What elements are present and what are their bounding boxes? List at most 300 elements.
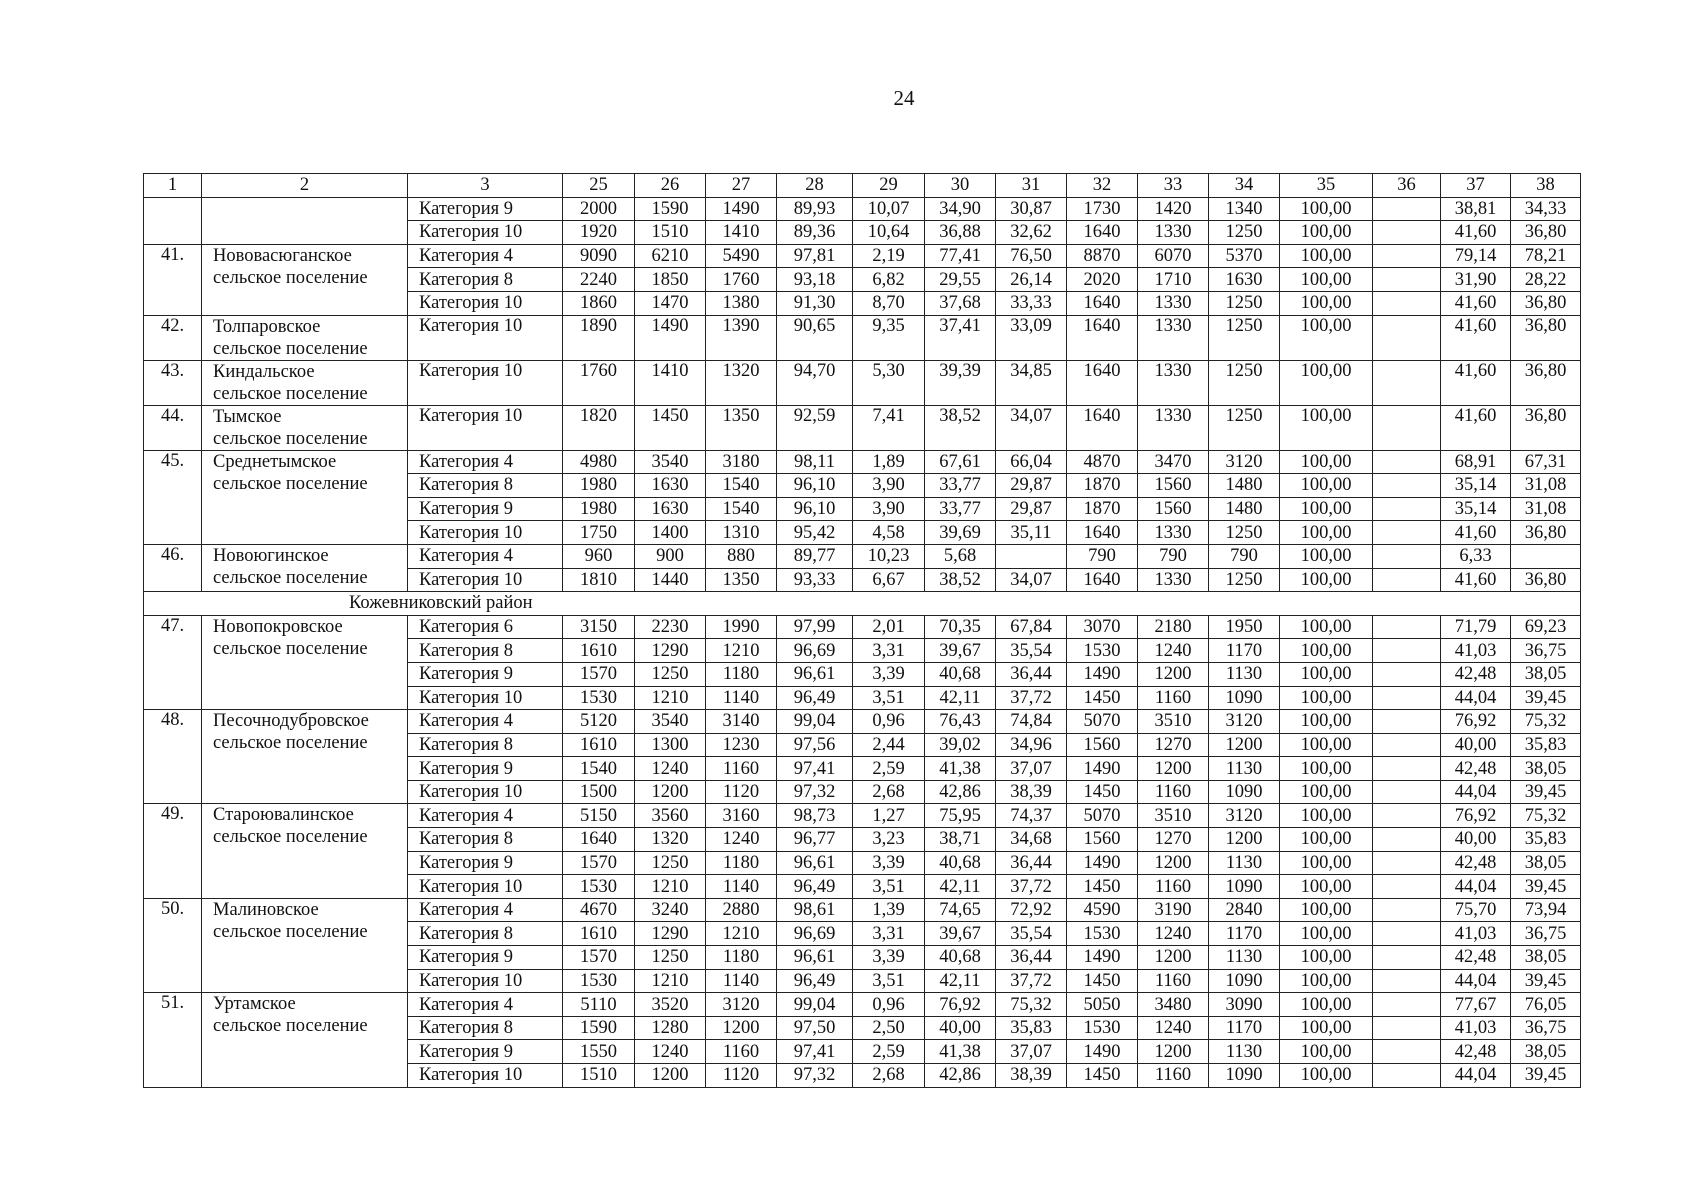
settlement-name-line: Нововасюганское: [213, 245, 352, 266]
value-cell: 1130: [1209, 946, 1280, 970]
value-cell: 100,00: [1280, 851, 1373, 875]
category-cell: Категория 8: [408, 733, 563, 757]
value-cell: 41,60: [1441, 521, 1511, 545]
value-cell: 1160: [1138, 875, 1209, 899]
settlement-name: [202, 898, 408, 992]
value-cell: 1180: [706, 851, 777, 875]
value-cell: [1373, 639, 1441, 663]
value-cell: 1500: [563, 780, 635, 804]
value-cell: 1130: [1209, 757, 1280, 781]
value-cell: 34,96: [996, 733, 1067, 757]
settlement-name-line: Малиновское: [213, 899, 319, 920]
value-cell: [1373, 710, 1441, 734]
value-cell: 89,77: [777, 544, 853, 568]
value-cell: 1130: [1209, 851, 1280, 875]
category-cell: Категория 10: [408, 568, 563, 592]
value-cell: 100,00: [1280, 733, 1373, 757]
value-cell: 5,68: [925, 544, 996, 568]
value-cell: 1450: [1067, 780, 1138, 804]
value-cell: 40,00: [1441, 733, 1511, 757]
table-row: [144, 710, 1581, 734]
settlement-name: [202, 360, 408, 405]
value-cell: 100,00: [1280, 544, 1373, 568]
value-cell: 2,44: [853, 733, 925, 757]
value-cell: 1200: [1209, 733, 1280, 757]
value-cell: 1090: [1209, 875, 1280, 899]
value-cell: 1130: [1209, 662, 1280, 686]
value-cell: [1373, 474, 1441, 498]
value-cell: 36,44: [996, 946, 1067, 970]
table-row: [144, 544, 1581, 568]
value-cell: 42,11: [925, 686, 996, 710]
value-cell: 1530: [563, 969, 635, 993]
value-cell: 1200: [635, 1064, 706, 1088]
value-cell: 1530: [1067, 1016, 1138, 1040]
column-header: 29: [853, 174, 925, 198]
value-cell: 3120: [1209, 710, 1280, 734]
value-cell: 1320: [706, 360, 777, 405]
value-cell: 1,27: [853, 804, 925, 828]
value-cell: 74,37: [996, 804, 1067, 828]
value-cell: 8,70: [853, 291, 925, 315]
value-cell: 3510: [1138, 710, 1209, 734]
value-cell: 41,60: [1441, 360, 1511, 405]
value-cell: 1200: [635, 780, 706, 804]
row-number: 45.: [144, 450, 202, 544]
value-cell: 3,23: [853, 828, 925, 852]
value-cell: 75,32: [996, 993, 1067, 1017]
value-cell: 5120: [563, 710, 635, 734]
settlement-name: [202, 315, 408, 360]
value-cell: 33,33: [996, 291, 1067, 315]
value-cell: 36,80: [1511, 291, 1581, 315]
value-cell: 75,95: [925, 804, 996, 828]
value-cell: 42,48: [1441, 757, 1511, 781]
settlement-name-line: сельское поселение: [213, 827, 368, 848]
value-cell: 1180: [706, 946, 777, 970]
value-cell: [1373, 969, 1441, 993]
value-cell: 1980: [563, 474, 635, 498]
value-cell: [1373, 544, 1441, 568]
value-cell: 1350: [706, 405, 777, 450]
settlement-name: [202, 544, 408, 591]
value-cell: 100,00: [1280, 898, 1373, 922]
value-cell: 100,00: [1280, 993, 1373, 1017]
value-cell: 1870: [1067, 474, 1138, 498]
value-cell: 4870: [1067, 450, 1138, 474]
value-cell: 3180: [706, 450, 777, 474]
value-cell: 95,42: [777, 521, 853, 545]
settlement-name: [202, 804, 408, 898]
value-cell: 3240: [635, 898, 706, 922]
value-cell: 1160: [1138, 686, 1209, 710]
value-cell: 1540: [706, 474, 777, 498]
value-cell: [1511, 544, 1581, 568]
value-cell: 100,00: [1280, 922, 1373, 946]
value-cell: 37,72: [996, 686, 1067, 710]
value-cell: 2020: [1067, 268, 1138, 292]
value-cell: 2,68: [853, 1064, 925, 1088]
value-cell: 0,96: [853, 710, 925, 734]
column-header: 28: [777, 174, 853, 198]
value-cell: 100,00: [1280, 639, 1373, 663]
value-cell: 100,00: [1280, 568, 1373, 592]
value-cell: 1630: [635, 497, 706, 521]
value-cell: 39,45: [1511, 875, 1581, 899]
value-cell: 100,00: [1280, 662, 1373, 686]
value-cell: 3090: [1209, 993, 1280, 1017]
value-cell: 1250: [635, 851, 706, 875]
value-cell: 3,51: [853, 969, 925, 993]
value-cell: 1390: [706, 315, 777, 360]
row-number: 44.: [144, 405, 202, 450]
value-cell: 2,50: [853, 1016, 925, 1040]
value-cell: 42,48: [1441, 1040, 1511, 1064]
value-cell: 2180: [1138, 615, 1209, 639]
value-cell: 1240: [1138, 639, 1209, 663]
value-cell: 78,21: [1511, 244, 1581, 268]
value-cell: 100,00: [1280, 360, 1373, 405]
value-cell: 1490: [1067, 662, 1138, 686]
value-cell: 1540: [706, 497, 777, 521]
value-cell: 790: [1067, 544, 1138, 568]
value-cell: 44,04: [1441, 875, 1511, 899]
column-header: 27: [706, 174, 777, 198]
category-cell: Категория 10: [408, 360, 563, 405]
value-cell: 38,05: [1511, 851, 1581, 875]
value-cell: [1373, 757, 1441, 781]
category-cell: Категория 9: [408, 497, 563, 521]
value-cell: 100,00: [1280, 450, 1373, 474]
value-cell: 38,05: [1511, 662, 1581, 686]
category-cell: Категория 9: [408, 946, 563, 970]
value-cell: 41,38: [925, 1040, 996, 1064]
value-cell: 5150: [563, 804, 635, 828]
settlement-name-line: Староювалинское: [213, 805, 354, 826]
value-cell: 1490: [1067, 851, 1138, 875]
value-cell: 1,89: [853, 450, 925, 474]
value-cell: 100,00: [1280, 828, 1373, 852]
category-cell: Категория 8: [408, 922, 563, 946]
value-cell: 3190: [1138, 898, 1209, 922]
value-cell: 34,07: [996, 568, 1067, 592]
column-header: 37: [1441, 174, 1511, 198]
value-cell: [1373, 291, 1441, 315]
value-cell: 1640: [563, 828, 635, 852]
value-cell: 1440: [635, 568, 706, 592]
value-cell: 42,11: [925, 969, 996, 993]
value-cell: 1560: [1067, 733, 1138, 757]
value-cell: 1640: [1067, 405, 1138, 450]
settlement-name-line: сельское поселение: [213, 473, 368, 494]
category-cell: Категория 10: [408, 686, 563, 710]
settlement-name-line: сельское поселение: [213, 733, 368, 754]
value-cell: 1920: [563, 221, 635, 245]
value-cell: 1140: [706, 686, 777, 710]
value-cell: 36,80: [1511, 360, 1581, 405]
value-cell: 71,79: [1441, 615, 1511, 639]
value-cell: 44,04: [1441, 969, 1511, 993]
column-header: 3: [408, 174, 563, 198]
value-cell: 96,10: [777, 497, 853, 521]
value-cell: 98,11: [777, 450, 853, 474]
value-cell: 1490: [1067, 757, 1138, 781]
value-cell: 1640: [1067, 568, 1138, 592]
table-row: [144, 405, 1581, 450]
value-cell: 41,60: [1441, 568, 1511, 592]
value-cell: 76,92: [925, 993, 996, 1017]
value-cell: [1373, 875, 1441, 899]
value-cell: 75,32: [1511, 804, 1581, 828]
value-cell: 76,92: [1441, 710, 1511, 734]
value-cell: 33,77: [925, 497, 996, 521]
value-cell: 1270: [1138, 828, 1209, 852]
value-cell: 97,81: [777, 244, 853, 268]
value-cell: 1540: [563, 757, 635, 781]
table-row: [144, 993, 1581, 1017]
value-cell: 3,31: [853, 922, 925, 946]
value-cell: 1210: [635, 686, 706, 710]
value-cell: 41,60: [1441, 221, 1511, 245]
value-cell: 1330: [1138, 568, 1209, 592]
value-cell: 1200: [1138, 851, 1209, 875]
column-header: 30: [925, 174, 996, 198]
value-cell: 38,39: [996, 780, 1067, 804]
value-cell: [1373, 268, 1441, 292]
value-cell: 1250: [1209, 405, 1280, 450]
value-cell: 1140: [706, 969, 777, 993]
value-cell: 41,60: [1441, 315, 1511, 360]
value-cell: 1510: [563, 1064, 635, 1088]
value-cell: 35,83: [1511, 828, 1581, 852]
value-cell: [1373, 568, 1441, 592]
value-cell: 38,39: [996, 1064, 1067, 1088]
value-cell: 44,04: [1441, 780, 1511, 804]
value-cell: 35,14: [1441, 474, 1511, 498]
value-cell: 100,00: [1280, 1040, 1373, 1064]
value-cell: 1160: [1138, 780, 1209, 804]
value-cell: 1560: [1067, 828, 1138, 852]
value-cell: 67,61: [925, 450, 996, 474]
value-cell: 31,08: [1511, 474, 1581, 498]
value-cell: 1090: [1209, 1064, 1280, 1088]
value-cell: 36,75: [1511, 1016, 1581, 1040]
district-label: Кожевниковский район: [144, 592, 1581, 616]
table-row: [144, 360, 1581, 405]
value-cell: 1,39: [853, 898, 925, 922]
value-cell: [1373, 1064, 1441, 1088]
value-cell: 1410: [635, 360, 706, 405]
value-cell: [1373, 993, 1441, 1017]
settlement-name-line: Тымское: [213, 406, 282, 427]
value-cell: 96,69: [777, 639, 853, 663]
value-cell: 3540: [635, 450, 706, 474]
value-cell: [1373, 780, 1441, 804]
value-cell: 3120: [1209, 450, 1280, 474]
value-cell: 1330: [1138, 405, 1209, 450]
value-cell: 100,00: [1280, 757, 1373, 781]
value-cell: 100,00: [1280, 291, 1373, 315]
value-cell: 1810: [563, 568, 635, 592]
category-cell: Категория 4: [408, 993, 563, 1017]
value-cell: 3160: [706, 804, 777, 828]
category-cell: Категория 10: [408, 315, 563, 360]
value-cell: 1090: [1209, 969, 1280, 993]
value-cell: 1200: [706, 1016, 777, 1040]
column-header: 34: [1209, 174, 1280, 198]
value-cell: 44,04: [1441, 686, 1511, 710]
value-cell: 1590: [635, 197, 706, 221]
settlement-name: [202, 405, 408, 450]
value-cell: 36,80: [1511, 521, 1581, 545]
value-cell: 1160: [1138, 1064, 1209, 1088]
value-cell: 2,59: [853, 1040, 925, 1064]
value-cell: 2000: [563, 197, 635, 221]
value-cell: 1630: [635, 474, 706, 498]
category-cell: Категория 10: [408, 291, 563, 315]
value-cell: 34,33: [1511, 197, 1581, 221]
value-cell: 42,86: [925, 1064, 996, 1088]
value-cell: 900: [635, 544, 706, 568]
value-cell: 35,54: [996, 639, 1067, 663]
value-cell: 66,04: [996, 450, 1067, 474]
value-cell: 68,91: [1441, 450, 1511, 474]
value-cell: 1570: [563, 946, 635, 970]
value-cell: 1640: [1067, 360, 1138, 405]
value-cell: 1630: [1209, 268, 1280, 292]
value-cell: 97,50: [777, 1016, 853, 1040]
value-cell: 1570: [563, 851, 635, 875]
value-cell: 1760: [706, 268, 777, 292]
value-cell: [1373, 922, 1441, 946]
category-cell: Категория 4: [408, 450, 563, 474]
value-cell: 1250: [635, 662, 706, 686]
value-cell: 6,82: [853, 268, 925, 292]
value-cell: 1330: [1138, 521, 1209, 545]
value-cell: 36,80: [1511, 568, 1581, 592]
value-cell: 1160: [706, 757, 777, 781]
value-cell: 29,87: [996, 474, 1067, 498]
value-cell: 92,59: [777, 405, 853, 450]
value-cell: 77,67: [1441, 993, 1511, 1017]
value-cell: [1373, 1040, 1441, 1064]
value-cell: 1170: [1209, 1016, 1280, 1040]
value-cell: 1560: [1138, 474, 1209, 498]
value-cell: 3,90: [853, 474, 925, 498]
value-cell: 74,84: [996, 710, 1067, 734]
settlement-name-line: Толпаровское: [213, 316, 321, 337]
table-row: [144, 804, 1581, 828]
column-header: 33: [1138, 174, 1209, 198]
category-cell: Категория 4: [408, 804, 563, 828]
value-cell: 99,04: [777, 710, 853, 734]
category-cell: Категория 8: [408, 639, 563, 663]
value-cell: 96,49: [777, 686, 853, 710]
value-cell: 40,68: [925, 851, 996, 875]
value-cell: 34,68: [996, 828, 1067, 852]
column-header: 26: [635, 174, 706, 198]
value-cell: 1160: [706, 1040, 777, 1064]
category-cell: Категория 4: [408, 244, 563, 268]
value-cell: 1210: [706, 922, 777, 946]
value-cell: 97,41: [777, 1040, 853, 1064]
value-cell: 31,90: [1441, 268, 1511, 292]
value-cell: [1373, 851, 1441, 875]
value-cell: 96,61: [777, 946, 853, 970]
row-number: 50.: [144, 898, 202, 992]
settlement-name-line: сельское поселение: [213, 1016, 368, 1037]
value-cell: 1230: [706, 733, 777, 757]
value-cell: 41,03: [1441, 1016, 1511, 1040]
value-cell: [1373, 686, 1441, 710]
category-cell: Категория 10: [408, 969, 563, 993]
value-cell: 75,70: [1441, 898, 1511, 922]
value-cell: 1470: [635, 291, 706, 315]
value-cell: [1373, 315, 1441, 360]
value-cell: [1373, 405, 1441, 450]
value-cell: 39,39: [925, 360, 996, 405]
value-cell: 1860: [563, 291, 635, 315]
value-cell: 36,75: [1511, 639, 1581, 663]
value-cell: 1160: [1138, 969, 1209, 993]
value-cell: 1410: [706, 221, 777, 245]
value-cell: 100,00: [1280, 686, 1373, 710]
value-cell: 3,51: [853, 875, 925, 899]
settlement-name: [202, 993, 408, 1087]
category-cell: Категория 10: [408, 405, 563, 450]
value-cell: 5070: [1067, 804, 1138, 828]
value-cell: 1530: [563, 875, 635, 899]
value-cell: 96,77: [777, 828, 853, 852]
value-cell: 36,75: [1511, 922, 1581, 946]
value-cell: 3520: [635, 993, 706, 1017]
value-cell: 1610: [563, 639, 635, 663]
value-cell: 1870: [1067, 497, 1138, 521]
value-cell: 89,36: [777, 221, 853, 245]
value-cell: 1450: [635, 405, 706, 450]
value-cell: 3,90: [853, 497, 925, 521]
value-cell: 96,49: [777, 875, 853, 899]
value-cell: 4670: [563, 898, 635, 922]
value-cell: 3070: [1067, 615, 1138, 639]
category-cell: Категория 8: [408, 474, 563, 498]
value-cell: 1330: [1138, 221, 1209, 245]
value-cell: 1490: [1067, 946, 1138, 970]
value-cell: 35,54: [996, 922, 1067, 946]
value-cell: 6210: [635, 244, 706, 268]
value-cell: 96,10: [777, 474, 853, 498]
value-cell: 1640: [1067, 521, 1138, 545]
value-cell: 42,48: [1441, 662, 1511, 686]
value-cell: 1200: [1138, 946, 1209, 970]
value-cell: 10,07: [853, 197, 925, 221]
value-cell: 1280: [635, 1016, 706, 1040]
value-cell: 37,72: [996, 969, 1067, 993]
value-cell: 35,14: [1441, 497, 1511, 521]
settlement-name-line: Новопокровское: [213, 616, 343, 637]
value-cell: 39,45: [1511, 780, 1581, 804]
value-cell: 1420: [1138, 197, 1209, 221]
value-cell: 97,56: [777, 733, 853, 757]
value-cell: 2240: [563, 268, 635, 292]
value-cell: 37,68: [925, 291, 996, 315]
settlement-name-line: сельское поселение: [213, 267, 368, 288]
value-cell: 94,70: [777, 360, 853, 405]
value-cell: 2,01: [853, 615, 925, 639]
settlement-name-line: сельское поселение: [213, 428, 368, 449]
value-cell: 3,39: [853, 662, 925, 686]
value-cell: 1890: [563, 315, 635, 360]
